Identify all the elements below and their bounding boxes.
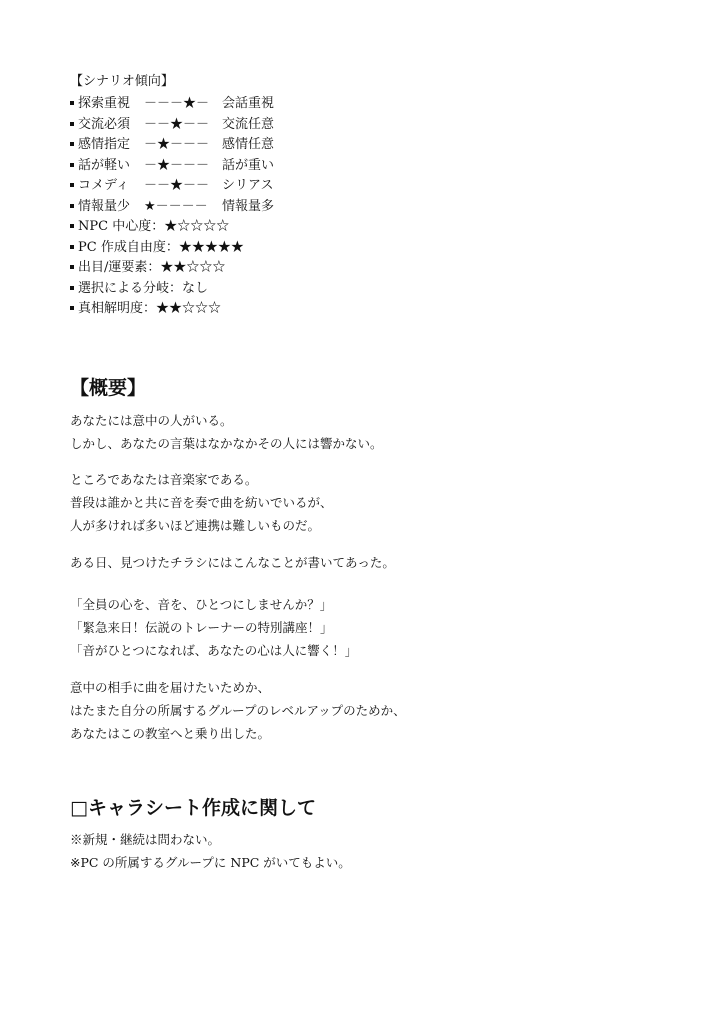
bullet-icon [70,122,74,126]
overview-paragraph [70,551,395,574]
overview-line: あなたには意中の人がいる。 [70,413,233,428]
scenario-tendency-list [70,94,274,320]
overview-line: はたまた自分の所属するグループのレベルアップのためか、 [70,703,406,718]
bullet-icon [70,183,74,187]
overview-line: あなたはこの教室へと乗り出した。 [70,726,271,741]
rating-text: NPC 中心度：★☆☆☆☆ [78,219,230,234]
rating-npc-focus [70,217,274,238]
bullet-icon [70,306,74,310]
bullet-icon [70,142,74,146]
character-sheet-notes [70,828,351,874]
tendency-item-interaction [70,115,274,136]
character-sheet-heading: □キャラシート作成に関して [70,797,316,819]
overview-line: 人が多ければ多いほど連携は難しいものだ。 [70,518,321,533]
rating-text: PC 作成自由度：★★★★★ [78,239,244,255]
character-sheet-note: ※PC の所属するグループに NPC がいてもよい。 [70,855,351,870]
overview-line: 意中の相手に曲を届けたいためか、 [70,680,271,695]
overview-line: ところであなたは音楽家である。 [70,472,258,487]
rating-text: 選択による分岐：なし [78,280,209,296]
overview-quote-line: 「全員の心を、音を、ひとつにしませんか？」 [70,597,333,612]
tendency-right-label: 交流任意 [222,116,275,132]
rating-text: 出目/運要素：★★☆☆☆ [78,260,226,275]
tendency-left-label: 探索重視 [78,96,131,111]
rating-dice-luck [70,258,274,279]
tendency-scale: －★－－－ [144,157,210,173]
tendency-scale: －－－★－ [144,96,210,111]
tendency-right-label: 話が重い [222,157,275,173]
tendency-right-label: 情報量多 [222,198,275,214]
tendency-scale: －★－－－ [144,137,210,152]
tendency-left-label: 話が軽い [78,157,131,173]
overview-quote-line: 「音がひとつになれば、あなたの心は人に響く！」 [70,643,358,658]
overview-heading: 【概要】 [70,377,147,399]
overview-line: 普段は誰かと共に音を奏で曲を紡いでいるが、 [70,495,333,510]
bullet-icon [70,245,74,249]
tendency-item-comedy [70,176,274,197]
tendency-scale: －－★－－ [144,116,210,132]
overview-paragraph [70,409,383,455]
tendency-scale: －－★－－ [144,178,210,193]
tendency-right-label: 会話重視 [222,96,275,111]
rating-text: 真相解明度：★★☆☆☆ [78,301,222,316]
rating-branching [70,279,274,300]
rating-pc-freedom [70,238,274,259]
overview-quote-line: 「緊急来日！伝説のトレーナーの特別講座！」 [70,620,333,635]
tendency-scale: ★－－－－ [144,198,208,214]
bullet-icon [70,224,74,228]
tendency-right-label: 感情任意 [222,137,275,152]
tendency-left-label: 感情指定 [78,137,131,152]
overview-quote-block [70,593,357,662]
tendency-left-label: 情報量少 [78,198,131,214]
bullet-icon [70,204,74,208]
tendency-item-information [70,197,274,218]
tendency-item-emotion [70,135,274,156]
bullet-icon [70,265,74,269]
scenario-tendency-heading: 【シナリオ傾向】 [70,74,174,89]
overview-line: ある日、見つけたチラシにはこんなことが書いてあった。 [70,555,395,570]
bullet-icon [70,163,74,167]
overview-paragraph [70,468,333,537]
rating-truth-reveal [70,299,274,320]
bullet-icon [70,101,74,105]
character-sheet-note: ※新規・継続は問わない。 [70,832,221,847]
tendency-right-label: シリアス [222,178,274,193]
bullet-icon [70,286,74,290]
overview-paragraph [70,676,406,745]
tendency-item-exploration [70,94,274,115]
tendency-left-label: コメディ [78,178,129,193]
overview-line: しかし、あなたの言葉はなかなかその人には響かない。 [70,436,383,451]
tendency-left-label: 交流必須 [78,116,131,132]
tendency-item-tone [70,156,274,177]
